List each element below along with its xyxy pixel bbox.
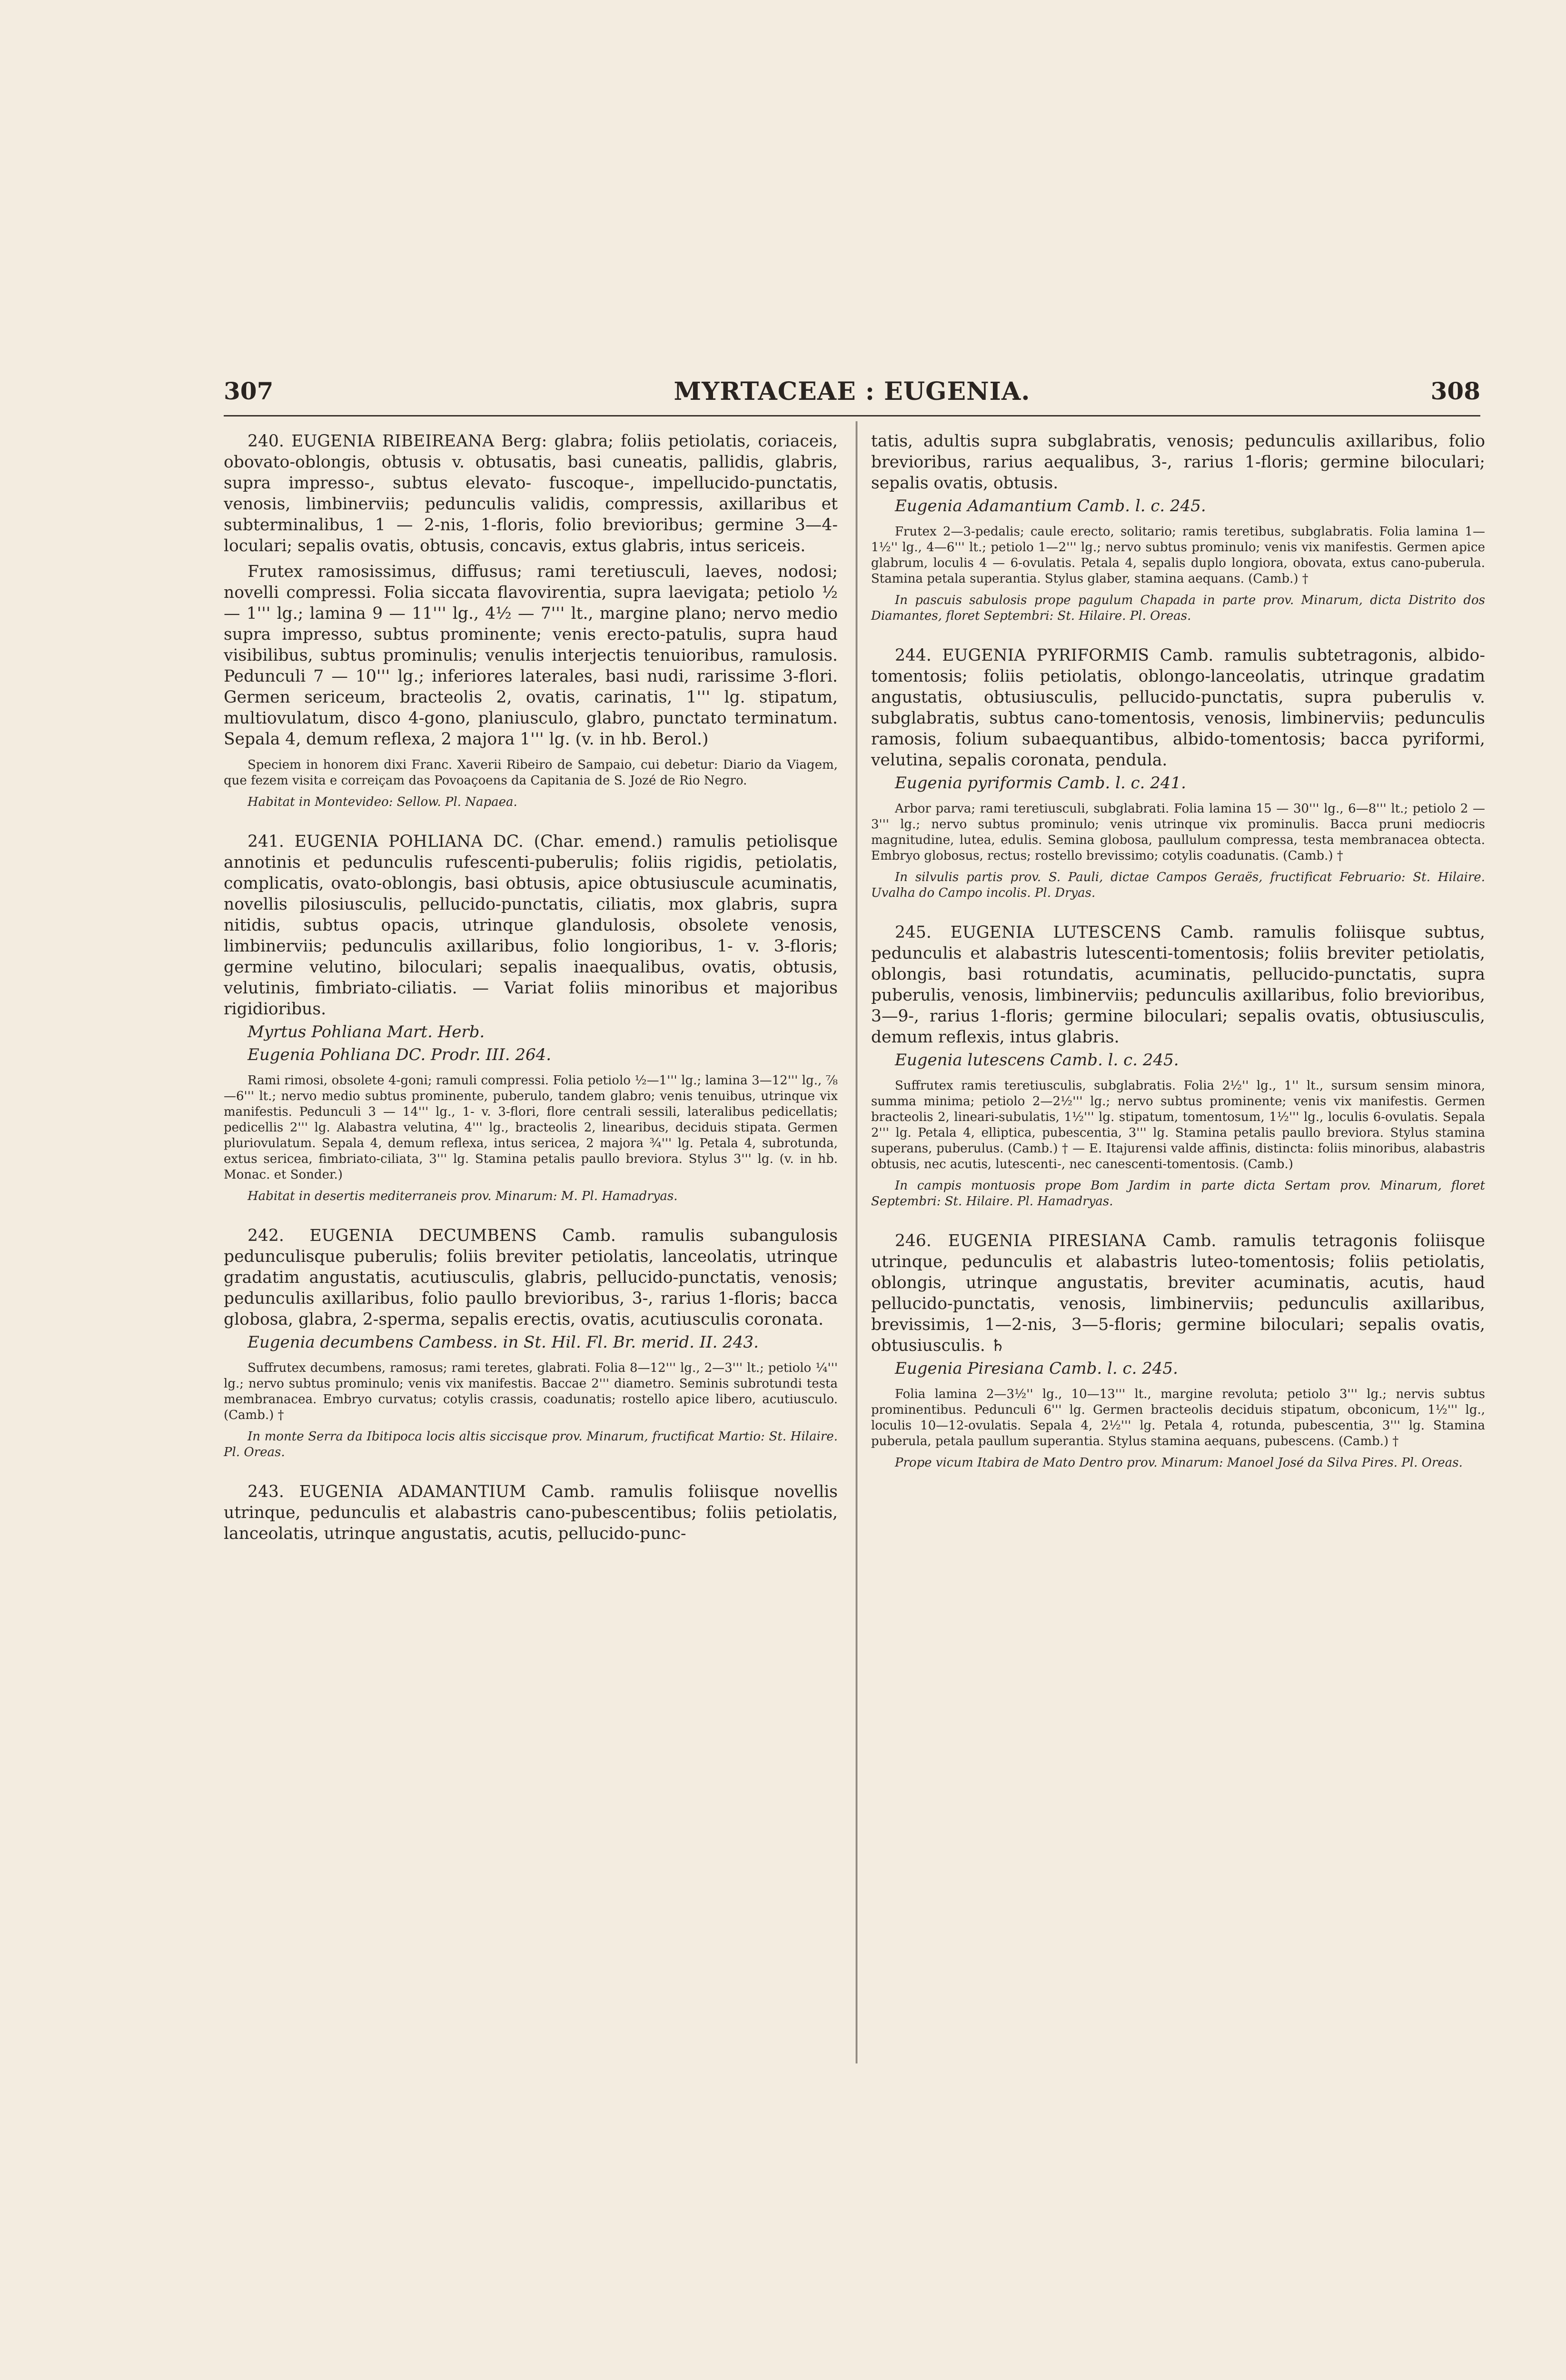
entry-240-note: Speciem in honorem dixi Franc. Xaverii Ribeiro de Sampaio, cui debetur: Diario da Viagem, que fezem visita e correiçam das Povoaçoens da Capitania de S. Jozé de Rio Negro. xyxy=(224,758,838,788)
entry-241-habitat: Habitat in desertis mediterraneis prov. Minarum: M. Pl. Hamadryas. xyxy=(248,1189,678,1203)
entry-245-description: Suffrutex ramis teretiusculis, subglabratis. Folia 2½'' lg., 1'' lt., sursum sensim minora, summa minima; petiolo 2—2½''' lg.; nervo subtus prominente; venis vix manifestis. Germen bracteolis 2, lineari-subulatis, 1½''' lg. stipatum, tomentosum, 1½''' lg., loculis 6-ovulatis. Sepala 2''' lg. Petala 4, elliptica, pubescentia, 3''' lg. Stamina petalis paullo breviora. Stylus stamina superans, puberulus. (Camb.) † — E. Itajurensi valde affinis, distincta: foliis minoribus, alabastris obtusis, nec acutis, lutescenti-, nec canescenti-tomentosis. (Camb.) xyxy=(871,1079,1485,1171)
page-header xyxy=(224,377,1480,415)
entry-241-diagnosis: 241. EUGENIA POHLIANA DC. (Char. emend.) ramulis petiolisque annotinis et pedunculis rufescenti-puberulis; foliis rigidis, petiolatis, complicatis, ovato-oblongis, basi obtusis, apice obtusiuscule acuminatis, novellis pilosiusculis, pellucido-punctatis, ciliatis, mox glabris, supra nitidis, subtus opacis, utrinque glandulosis, obsolete venosis, limbinerviis; pedunculis axillaribus, folio longioribus, 1- v. 3-floris; germine velutino, biloculari; sepalis inaequalibus, ovatis, obtusis, velutinis, fimbriato-ciliatis. — Variat foliis minoribus et majoribus rigidioribus. xyxy=(224,832,838,1019)
entry-243-habitat: In pascuis sabulosis prope pagulum Chapada in parte prov. Minarum, dicta Distrito dos Diamantes, floret Septembri: St. Hilaire. Pl. Oreas. xyxy=(871,593,1485,623)
running-title: MYRTACEAE : EUGENIA. xyxy=(674,377,1031,406)
entry-242-habitat: In monte Serra da Ibitipoca locis altis siccisque prov. Minarum, fructificat Martio: St. Hilaire. Pl. Oreas. xyxy=(224,1429,838,1459)
entry-246-habitat: Prope vicum Itabira de Mato Dentro prov. Minarum: Manoel José da Silva Pires. Pl. Oreas. xyxy=(895,1456,1463,1470)
entry-246-description: Folia lamina 2—3½'' lg., 10—13''' lt., margine revoluta; petiolo 3''' lg.; nervis subtus prominentibus. Pedunculi 6''' lg. Germen bracteolis deciduis stipatum, obconicum, 1½''' lg., loculis 10—12-ovulatis. Sepala 4, 2½''' lg. Petala 4, rotunda, pubescentia, 3''' lg. Stamina puberula, petala paullum superantia. Stylus stamina aequans, pubescens. (Camb.) † xyxy=(871,1387,1485,1448)
entry-245-synonym: Eugenia lutescens Camb. l. c. 245. xyxy=(895,1051,1179,1070)
entry-241-synonym-1: Myrtus Pohliana Mart. Herb. xyxy=(248,1022,485,1041)
entry-241-synonym-2: Eugenia Pohliana DC. Prodr. III. 264. xyxy=(248,1045,552,1064)
entry-244-habitat: In silvulis partis prov. S. Pauli, dictae Campos Geraës, fructificat Februario: St. Hilaire. Uvalha do Campo incolis. Pl. Dryas. xyxy=(871,870,1485,900)
entry-243-synonym: Eugenia Adamantium Camb. l. c. 245. xyxy=(895,496,1206,516)
entry-244-description: Arbor parva; rami teretiusculi, subglabrati. Folia lamina 15 — 30''' lg., 6—8''' lt.; petiolo 2 — 3''' lg.; nervo subtus prominulo; venis utrinque vix prominulis. Bacca pruni mediocris magnitudine, lutea, edulis. Semina globosa, paullulum compressa, testa membranacea obtecta. Embryo globosus, rectus; rostello brevissimo; cotylis coadunatis. (Camb.) † xyxy=(871,802,1485,863)
page-number-left: 307 xyxy=(224,377,274,405)
entry-245-diagnosis: 245. EUGENIA LUTESCENS Camb. ramulis foliisque subtus, pedunculis et alabastris lutescenti-tomentosis; foliis breviter petiolatis, oblongis, basi rotundatis, acuminatis, pellucido-punctatis, supra puberulis, venosis, limbinerviis; pedunculis axillaribus, folio brevioribus, 3—9-, rarius 1-floris; germine biloculari; sepalis ovatis, obtusiusculis, demum reflexis, intus glabris. xyxy=(871,923,1485,1047)
page-number-right: 308 xyxy=(1430,377,1480,405)
right-column xyxy=(871,431,1485,1471)
entry-246-synonym: Eugenia Piresiana Camb. l. c. 245. xyxy=(895,1359,1178,1378)
left-column xyxy=(224,431,838,1544)
entry-244-synonym: Eugenia pyriformis Camb. l. c. 241. xyxy=(895,774,1186,793)
entry-241-description: Rami rimosi, obsolete 4-goni; ramuli compressi. Folia petiolo ½—1''' lg.; lamina 3—12''' lg., ⅞—6''' lt.; nervo medio subtus prominente, puberulo, tandem glabro; venis tenuibus, utrinque vix manifestis. Pedunculi 3 — 14''' lg., 1- v. 3-flori, flore centrali sessili, lateralibus pedicellatis; pedicellis 2''' lg. Alabastra velutina, 4''' lg., bracteolis 2, linearibus, deciduis stipata. Germen pluriovulatum. Sepala 4, demum reflexa, intus sericea, 2 majora ¾''' lg. Petala 4, subrotunda, extus sericea, fimbriato-ciliata, 3''' lg. Stamina petalis paullo breviora. Stylus 3''' lg. (v. in hb. Monac. et Sonder.) xyxy=(224,1073,838,1182)
entry-243-diagnosis-start: 243. EUGENIA ADAMANTIUM Camb. ramulis foliisque novellis utrinque, pedunculis et alabastris cano-pubescentibus; foliis petiolatis, lanceolatis, utrinque angustatis, acutis, pellucido-punc- xyxy=(224,1482,838,1543)
column-divider xyxy=(856,421,857,2063)
entry-240-habitat: Habitat in Montevideo: Sellow. Pl. Napaea. xyxy=(248,795,517,809)
entry-246-diagnosis: 246. EUGENIA PIRESIANA Camb. ramulis tetragonis foliisque utrinque, pedunculis et alabastris luteo-tomentosis; foliis petiolatis, oblongis, utrinque angustatis, breviter acuminatis, acutis, haud pellucido-punctatis, venosis, limbinerviis; pedunculis axillaribus, brevissimis, 1—2-nis, 3—5-floris; germine biloculari; sepalis ovatis, obtusiusculis. ♄ xyxy=(871,1231,1485,1355)
entry-242-description: Suffrutex decumbens, ramosus; rami teretes, glabrati. Folia 8—12''' lg., 2—3''' lt.; petiolo ¼''' lg.; nervo subtus prominulo; venis vix manifestis. Baccae 2''' diametro. Seminis subrotundi testa membranacea. Embryo curvatus; cotylis crassis, coadunatis; rostello apice libero, acutiusculo. (Camb.) † xyxy=(224,1361,838,1422)
entry-243-description: Frutex 2—3-pedalis; caule erecto, solitario; ramis teretibus, subglabratis. Folia lamina 1—1½'' lg., 4—6''' lt.; petiolo 1—2''' lg.; nervo subtus prominulo; venis vix manifestis. Germen apice glabrum, loculis 4 — 6-ovulatis. Petala 4, sepalis duplo longiora, obovata, extus cano-puberula. Stamina petala superantia. Stylus glaber, stamina aequans. (Camb.) † xyxy=(871,525,1485,586)
entry-243-diagnosis-cont: tatis, adultis supra subglabratis, venosis; pedunculis axillaribus, folio brevioribus, rarius aequalibus, 3-, rarius 1-floris; germine biloculari; sepalis ovatis, obtusis. xyxy=(871,432,1485,493)
entry-242-synonym: Eugenia decumbens Cambess. in St. Hil. Fl. Br. merid. II. 243. xyxy=(248,1333,759,1352)
entry-242-diagnosis: 242. EUGENIA DECUMBENS Camb. ramulis subangulosis pedunculisque puberulis; foliis breviter petiolatis, lanceolatis, utrinque gradatim angustatis, acutiusculis, glabris, pellucido-punctatis, venosis; pedunculis axillaribus, folio paullo brevioribus, 3-, rarius 1-floris; bacca globosa, glabra, 2-sperma, sepalis erectis, ovatis, acutiusculis coronata. xyxy=(224,1226,838,1329)
entry-240-description: Frutex ramosissimus, diffusus; rami teretiusculi, laeves, nodosi; novelli compressi. Folia siccata flavovirentia, supra laevigata; petiolo ½ — 1''' lg.; lamina 9 — 11''' lg., 4½ — 7''' lt., margine plano; nervo medio supra impresso, subtus prominente; venis erecto-patulis, supra haud visibilibus, subtus prominulis; venulis interjectis tenuioribus, ramulosis. Pedunculi 7 — 10''' lg.; inferiores laterales, basi nudi, rarissime 3-flori. Germen sericeum, bracteolis 2, ovatis, carinatis, 1''' lg. stipatum, multiovulatum, disco 4-gono, planiusculo, glabro, punctato terminatum. Sepala 4, demum reflexa, 2 majora 1''' lg. (v. in hb. Berol.) xyxy=(224,562,838,749)
entry-240-diagnosis: 240. EUGENIA RIBEIREANA Berg: glabra; foliis petiolatis, coriaceis, obovato-oblongis, obtusis v. obtusatis, basi cuneatis, pallidis, glabris, supra impresso-, subtus elevato- fuscoque-, impellucido-punctatis, venosis, limbinerviis; pedunculis validis, compressis, axillaribus et subterminalibus, 1 — 2-nis, 1-floris, folio brevioribus; germine 3—4-loculari; sepalis ovatis, obtusis, concavis, extus glabris, intus sericeis. xyxy=(224,432,838,555)
header-rule xyxy=(224,415,1480,416)
entry-244-diagnosis: 244. EUGENIA PYRIFORMIS Camb. ramulis subtetragonis, albido-tomentosis; foliis petiolatis, oblongo-lanceolatis, utrinque gradatim angustatis, obtusiusculis, pellucido-punctatis, supra puberulis v. subglabratis, subtus cano-tomentosis, venosis, limbinerviis; pedunculis ramosis, folium subaequantibus, albido-tomentosis; bacca pyriformi, velutina, sepalis coronata, pendula. xyxy=(871,646,1485,770)
entry-245-habitat: In campis montuosis prope Bom Jardim in parte dicta Sertam prov. Minarum, floret Septembri: St. Hilaire. Pl. Hamadryas. xyxy=(871,1179,1485,1209)
